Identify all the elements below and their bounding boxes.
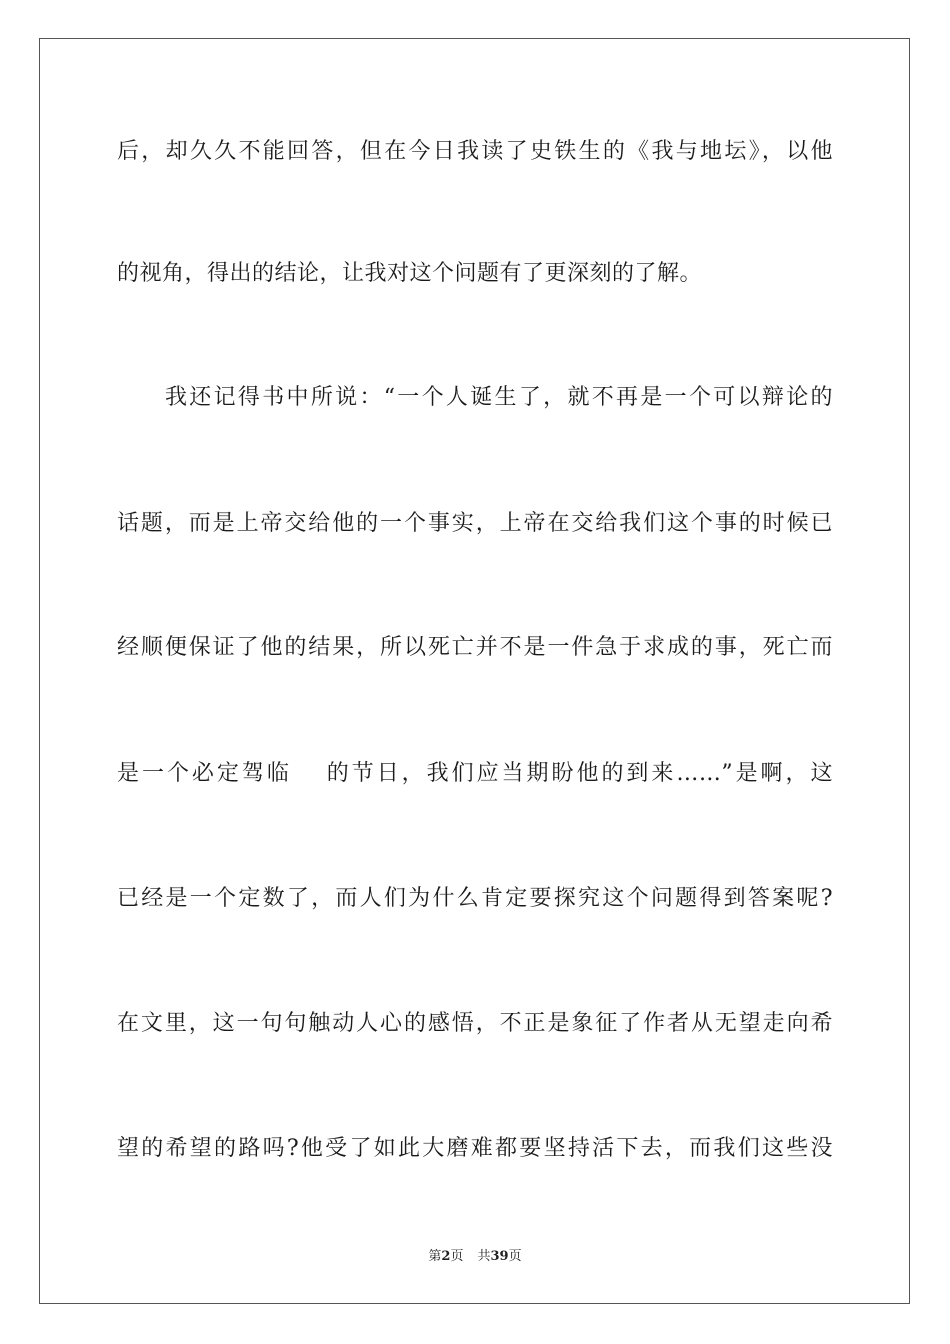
page-prefix: 第	[428, 1249, 442, 1264]
page-border	[39, 38, 910, 1304]
total-pages: 39	[490, 1249, 509, 1264]
paragraph-line-4: 话题，而是上帝交给他的一个事实，上帝在交给我们这个事的时候已	[117, 511, 833, 536]
page-footer	[0, 1248, 950, 1266]
paragraph-line-8: 在文里，这一句句触动人心的感悟，不正是象征了作者从无望走向希	[117, 1011, 833, 1036]
paragraph-line-3: 我还记得书中所说：“一个人诞生了，就不再是一个可以辩论的	[165, 385, 833, 410]
page-suffix: 页	[450, 1249, 464, 1264]
total-suffix: 页	[508, 1249, 522, 1264]
paragraph-line-5: 经顺便保证了他的结果，所以死亡并不是一件急于求成的事，死亡而	[117, 635, 833, 660]
paragraph-line-2: 的视角，得出的结论，让我对这个问题有了更深刻的了解。	[117, 261, 703, 286]
total-prefix: 共	[477, 1249, 491, 1264]
paragraph-line-6: 是一个必定驾临 的节日，我们应当期盼他的到来……”是啊，这	[117, 761, 833, 786]
page-number: 2	[441, 1249, 451, 1264]
paragraph-line-9: 望的希望的路吗?他受了如此大磨难都要坚持活下去，而我们这些没	[117, 1136, 833, 1161]
paragraph-line-7: 已经是一个定数了，而人们为什么肯定要探究这个问题得到答案呢?	[117, 886, 833, 911]
paragraph-line-1: 后，却久久不能回答，但在今日我读了史铁生的《我与地坛》，以他	[117, 139, 833, 164]
